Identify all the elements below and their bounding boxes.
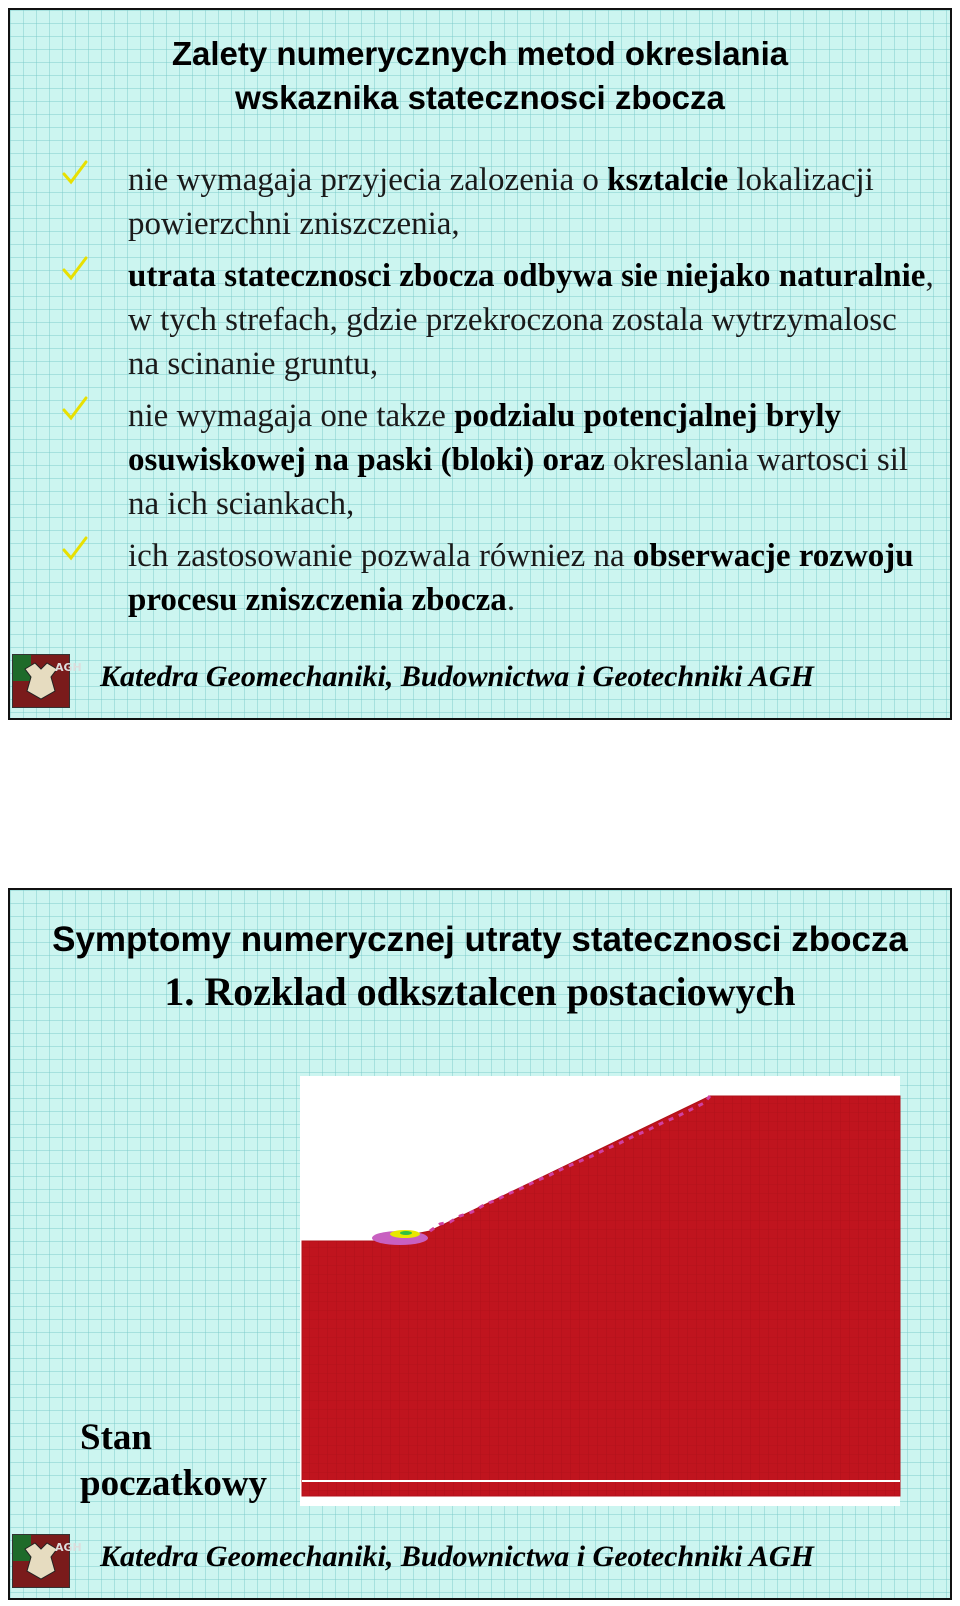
footer-text: Katedra Geomechaniki, Budownictwa i Geotechniki AGH [100, 1540, 814, 1573]
bullet-text [128, 394, 934, 526]
slide-title [10, 32, 950, 120]
bullet-text [128, 158, 934, 246]
bullet-text-normal: okreslania wartosci sil na ich sciankach, [128, 442, 909, 522]
slide-footer [10, 1530, 950, 1590]
bullet-text-normal: lokalizacji powierzchni zniszczenia, [128, 162, 874, 242]
bullet-text-normal: ich zastosowanie pozwala równiez na [128, 538, 633, 574]
slope-figure [300, 1076, 900, 1506]
title-line-2: wskaznika statecznosci zbocza [235, 79, 725, 116]
slope-shear-strain-plot [300, 1076, 900, 1506]
strain-zone-green [400, 1231, 412, 1235]
label-line-1: Stan [80, 1417, 152, 1458]
bullet-text-bold: obserwacje rozwoju procesu zniszczenia zbocza [128, 538, 914, 618]
bullet-item [10, 254, 954, 386]
checkmark-icon [60, 254, 90, 284]
figure-label [80, 1415, 267, 1507]
bullet-list [10, 158, 954, 630]
slide-footer [10, 650, 950, 710]
checkmark-icon [60, 394, 90, 424]
bullet-text-normal: , w tych strefach, gdzie przekroczona zostala wytrzymalosc na scinanie gruntu, [128, 258, 934, 382]
bullet-text [128, 254, 934, 386]
agh-logo-icon [12, 1534, 82, 1588]
label-line-2: poczatkowy [80, 1463, 268, 1504]
checkmark-icon [60, 158, 90, 188]
title-line-1: Zalety numerycznych metod okreslania [171, 35, 789, 72]
bullet-item [10, 158, 954, 246]
slide-title: Symptomy numerycznej utraty statecznosci zbocza [52, 920, 908, 959]
slide-subtitle: 1. Rozklad odksztalcen postaciowych [164, 969, 796, 1014]
bullet-item [10, 534, 954, 622]
footer-text: Katedra Geomechaniki, Budownictwa i Geotechniki AGH [100, 660, 814, 693]
bullet-text-normal: nie wymagaja przyjecia zalozenia o [128, 162, 608, 198]
slide-advantages [8, 8, 952, 720]
agh-logo-icon [12, 654, 82, 708]
bullet-text-bold: podzialu potencjalnej bryly osuwiskowej na paski (bloki) oraz [128, 398, 842, 478]
svg-text:AGH: AGH [55, 1541, 82, 1554]
bullet-item [10, 394, 954, 526]
slide-symptoms [8, 888, 952, 1600]
checkmark-icon [60, 534, 90, 564]
bullet-text [128, 534, 934, 622]
svg-text:AGH: AGH [55, 661, 82, 674]
bullet-text-normal: . [506, 582, 516, 618]
bullet-text-bold: ksztalcie [607, 162, 729, 198]
bullet-text-bold: utrata statecznosci zbocza odbywa sie niejako naturalnie [128, 258, 926, 294]
bullet-text-normal: nie wymagaja one takze [128, 398, 455, 434]
